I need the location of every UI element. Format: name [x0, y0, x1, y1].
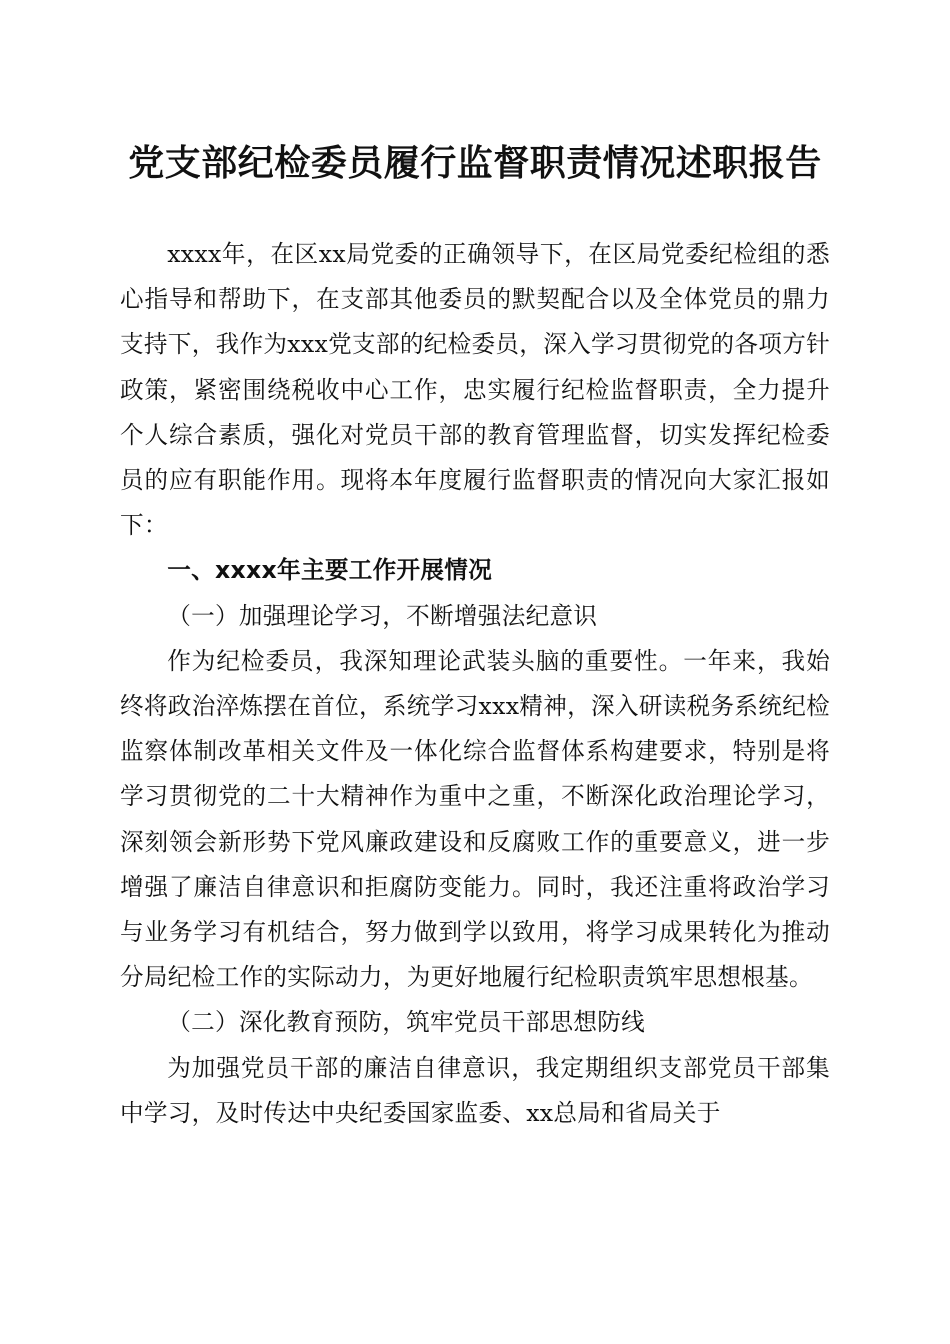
intro-paragraph: xxxx年，在区xx局党委的正确领导下，在区局党委纪检组的悉心指导和帮助下，在支部其他委员的默契配合以及全体党员的鼎力支持下，我作为xxx党支部的纪检委员，深入学习贯彻党的各项方针政策，紧密围绕税收中心工作，忠实履行纪检监督职责，全力提升个人综合素质，强化对党员干部的教育管理监督，切实发挥纪检委员的应有职能作用。现将本年度履行监督职责的情况向大家汇报如下：	[120, 240, 830, 540]
section-heading-1: 一、xxxx年主要工作开展情况	[167, 556, 493, 585]
document-title: 党支部纪检委员履行监督职责情况述职报告	[128, 142, 822, 184]
subsection-1-paragraph: 作为纪检委员，我深知理论武装头脑的重要性。一年来，我始终将政治淬炼摆在首位，系统学习xxx精神，深入研读税务系统纪检监察体制改革相关文件及一体化综合监督体系构建要求，特别是将学习贯彻党的二十大精神作为重中之重，不断深化政治理论学习，深刻领会新形势下党风廉政建设和反腐败工作的重要意义，进一步增强了廉洁自律意识和拒腐防变能力。同时，我还注重将政治学习与业务学习有机结合，努力做到学以致用，将学习成果转化为推动分局纪检工作的实际动力，为更好地履行纪检职责筑牢思想根基。	[120, 646, 830, 992]
subsection-2-paragraph: 为加强党员干部的廉洁自律意识，我定期组织支部党员干部集中学习，及时传达中央纪委国家监委、xx总局和省局关于	[120, 1053, 830, 1127]
subsection-heading-2: （二）深化教育预防，筑牢党员干部思想防线	[167, 1008, 646, 1037]
subsection-heading-1: （一）加强理论学习，不断增强法纪意识	[167, 601, 598, 630]
document-body	[120, 232, 830, 1136]
